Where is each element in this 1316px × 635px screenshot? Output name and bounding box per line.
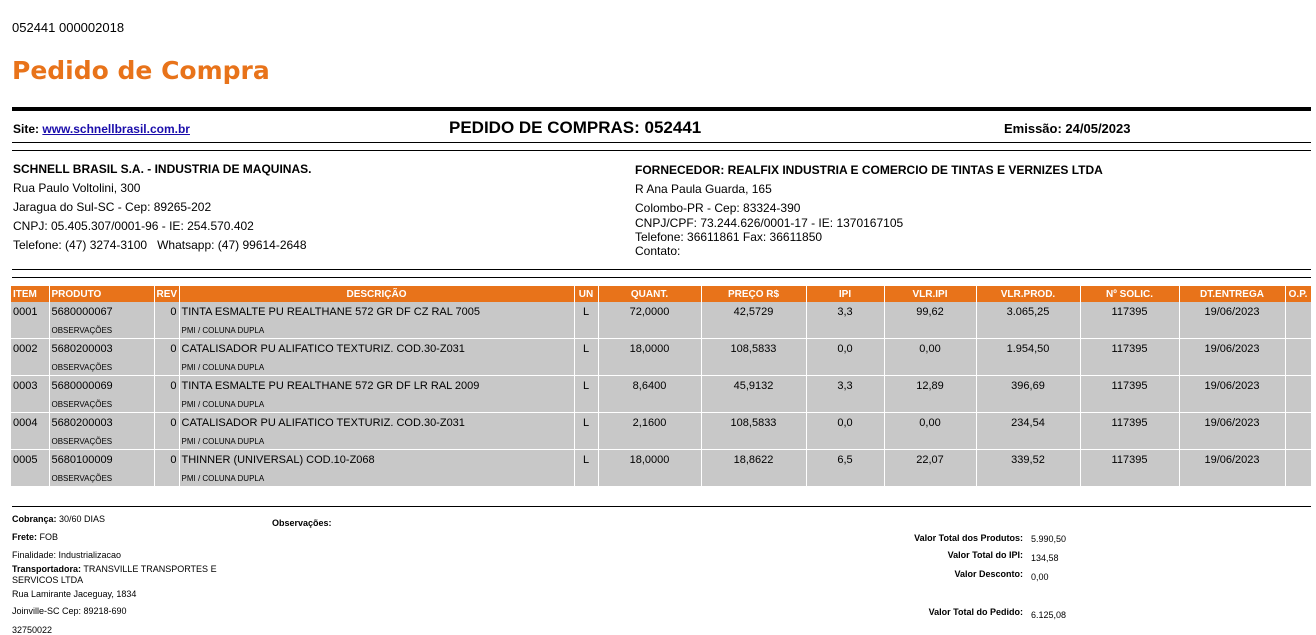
cell-vlr-ipi: 12,89 [884,376,976,397]
transportadora-address: Rua Lamirante Jaceguay, 1834 [12,589,137,599]
cell-rev: 0 [154,450,179,471]
col-header-produto: PRODUTO [49,286,154,302]
obs-text: PMI / COLUNA DUPLA [179,359,574,376]
transportadora [12,564,257,586]
site-info [13,122,190,136]
site-label: Site: [13,122,40,136]
cell-quant: 72,0000 [598,302,701,322]
col-header-vlr-ipi: VLR.IPI [884,286,976,302]
cell-entrega: 19/06/2023 [1179,413,1285,434]
cell-un: L [574,413,598,434]
obs-label: OBSERVAÇÕES [49,433,154,450]
cell-vlr-prod: 1.954,50 [976,339,1080,360]
divider [12,150,1311,151]
total-pedido-label: Valor Total do Pedido: [928,607,1023,617]
col-header-quant: QUANT. [598,286,701,302]
company-address: Rua Paulo Voltolini, 300 [13,181,141,195]
supplier-contact: Contato: [635,244,681,258]
cell-solic: 117395 [1080,450,1179,471]
obs-text: PMI / COLUNA DUPLA [179,470,574,487]
total-pedido-value: 6.125,08 [1031,610,1067,620]
cell-item: 0003 [11,376,49,397]
supplier-cnpj: CNPJ/CPF: 73.244.626/0001-17 - IE: 1370167105 [635,216,904,230]
cobranca [12,514,105,524]
table-obs-row [11,470,1311,487]
cell-vlr-prod: 234,54 [976,413,1080,434]
cell-un: L [574,450,598,471]
cell-descricao: TINTA ESMALTE PU REALTHANE 572 GR DF CZ RAL 7005 [179,302,574,322]
cell-quant: 18,0000 [598,450,701,471]
cell-preco: 18,8622 [701,450,806,471]
cell-vlr-ipi: 99,62 [884,302,976,322]
cell-vlr-ipi: 0,00 [884,413,976,434]
col-header-vlr-prod: VLR.PROD. [976,286,1080,302]
table-row [11,302,1311,322]
emission-date: Emissão: 24/05/2023 [1004,121,1131,136]
cell-ipi: 0,0 [806,413,884,434]
cell-vlr-prod: 3.065,25 [976,302,1080,322]
table-row [11,413,1311,434]
observacoes-label: Observações: [272,518,332,528]
cell-rev: 0 [154,413,179,434]
transportadora-city: Joinville-SC Cep: 89218-690 [12,606,127,616]
company-name: SCHNELL BRASIL S.A. - INDUSTRIA DE MAQUINAS. [13,162,312,176]
transportadora-phone: 32750022 [12,625,53,635]
obs-text: PMI / COLUNA DUPLA [179,433,574,450]
frete [12,532,58,542]
divider [12,277,1311,278]
cell-un: L [574,376,598,397]
cell-ipi: 3,3 [806,376,884,397]
cell-vlr-prod: 339,52 [976,450,1080,471]
cell-rev: 0 [154,376,179,397]
table-obs-row [11,396,1311,413]
cell-entrega: 19/06/2023 [1179,339,1285,360]
col-header-ipi: IPI [806,286,884,302]
total-produtos-value: 5.990,50 [1031,534,1067,544]
cell-ipi: 0,0 [806,339,884,360]
desconto-label: Valor Desconto: [954,569,1023,579]
cell-quant: 8,6400 [598,376,701,397]
company-phone: Telefone: (47) 3274-3100 Whatsapp: (47) 99614-2648 [13,238,307,252]
cell-op [1285,450,1311,471]
document-reference: 052441 000002018 [12,20,125,35]
cell-quant: 18,0000 [598,339,701,360]
cell-descricao: TINTA ESMALTE PU REALTHANE 572 GR DF LR RAL 2009 [179,376,574,397]
table-obs-row [11,359,1311,376]
frete-label: Frete: [12,532,38,542]
cell-produto: 5680100009 [49,450,154,471]
cell-op [1285,302,1311,322]
table-row [11,450,1311,471]
cell-solic: 117395 [1080,339,1179,360]
cell-preco: 108,5833 [701,339,806,360]
company-block [13,160,311,255]
cell-item: 0002 [11,339,49,360]
obs-label: OBSERVAÇÕES [49,322,154,339]
cell-preco: 45,9132 [701,376,806,397]
cell-op [1285,413,1311,434]
transportadora-label: Transportadora: [12,564,82,574]
supplier-name: FORNECEDOR: REALFIX INDUSTRIA E COMERCIO DE TINTAS E VERNIZES LTDA [635,163,1103,177]
cell-produto: 5680200003 [49,339,154,360]
total-ipi-label: Valor Total do IPI: [947,550,1023,560]
table-obs-row [11,322,1311,339]
cell-preco: 108,5833 [701,413,806,434]
cell-op [1285,339,1311,360]
cell-un: L [574,339,598,360]
cell-entrega: 19/06/2023 [1179,302,1285,322]
cell-preco: 42,5729 [701,302,806,322]
footer-divider [12,506,1311,507]
cell-solic: 117395 [1080,413,1179,434]
cell-vlr-ipi: 0,00 [884,339,976,360]
col-header-preco: PREÇO R$ [701,286,806,302]
company-city: Jaragua do Sul-SC - Cep: 89265-202 [13,200,212,214]
frete-value: FOB [39,532,59,542]
obs-label: OBSERVAÇÕES [49,470,154,487]
cell-ipi: 3,3 [806,302,884,322]
cell-descricao: THINNER (UNIVERSAL) COD.10-Z068 [179,450,574,471]
page-title: Pedido de Compra [12,56,270,85]
col-header-item: ITEM [11,286,49,302]
cell-solic: 117395 [1080,376,1179,397]
finalidade: Finalidade: Industrializacao [12,550,122,560]
obs-text: PMI / COLUNA DUPLA [179,322,574,339]
col-header-rev: REV [154,286,179,302]
cell-produto: 5680200003 [49,413,154,434]
cell-descricao: CATALISADOR PU ALIFATICO TEXTURIZ. COD.30-Z031 [179,339,574,360]
cell-vlr-ipi: 22,07 [884,450,976,471]
obs-label: OBSERVAÇÕES [49,396,154,413]
cell-entrega: 19/06/2023 [1179,376,1285,397]
total-ipi-value: 134,58 [1031,553,1059,563]
col-header-descricao: DESCRIÇÃO [179,286,574,302]
divider [12,269,1311,270]
cell-un: L [574,302,598,322]
site-link[interactable]: www.schnellbrasil.com.br [42,122,190,136]
cell-rev: 0 [154,302,179,322]
cobranca-label: Cobrança: [12,514,57,524]
order-title: PEDIDO DE COMPRAS: 052441 [449,118,702,137]
col-header-solic: Nº SOLIC. [1080,286,1179,302]
supplier-block [635,162,1103,258]
cell-op [1285,376,1311,397]
cell-quant: 2,1600 [598,413,701,434]
obs-text: PMI / COLUNA DUPLA [179,396,574,413]
cell-item: 0004 [11,413,49,434]
table-header-row [11,286,1311,302]
cell-rev: 0 [154,339,179,360]
supplier-city: Colombo-PR - Cep: 83324-390 [635,201,801,215]
transportadora-value: TRANSVILLE TRANSPORTES E SERVICOS LTDA [12,564,217,585]
desconto-value: 0,00 [1031,572,1049,582]
col-header-un: UN [574,286,598,302]
table-obs-row [11,433,1311,450]
cell-item: 0001 [11,302,49,322]
total-produtos-label: Valor Total dos Produtos: [914,533,1023,543]
col-header-entrega: DT.ENTREGA [1179,286,1285,302]
cell-produto: 5680000067 [49,302,154,322]
obs-label: OBSERVAÇÕES [49,359,154,376]
table-row [11,376,1311,397]
cell-ipi: 6,5 [806,450,884,471]
company-cnpj: CNPJ: 05.405.307/0001-96 - IE: 254.570.402 [13,219,254,233]
supplier-phone: Telefone: 36611861 Fax: 36611850 [635,230,823,244]
header-divider [12,107,1311,111]
col-header-op: O.P. [1285,286,1311,302]
cell-solic: 117395 [1080,302,1179,322]
cell-produto: 5680000069 [49,376,154,397]
items-table [11,286,1312,487]
cell-vlr-prod: 396,69 [976,376,1080,397]
cobranca-value: 30/60 DIAS [59,514,106,524]
table-row [11,339,1311,360]
cell-item: 0005 [11,450,49,471]
cell-entrega: 19/06/2023 [1179,450,1285,471]
divider [12,142,1311,143]
cell-descricao: CATALISADOR PU ALIFATICO TEXTURIZ. COD.30-Z031 [179,413,574,434]
supplier-address: R Ana Paula Guarda, 165 [635,182,772,196]
